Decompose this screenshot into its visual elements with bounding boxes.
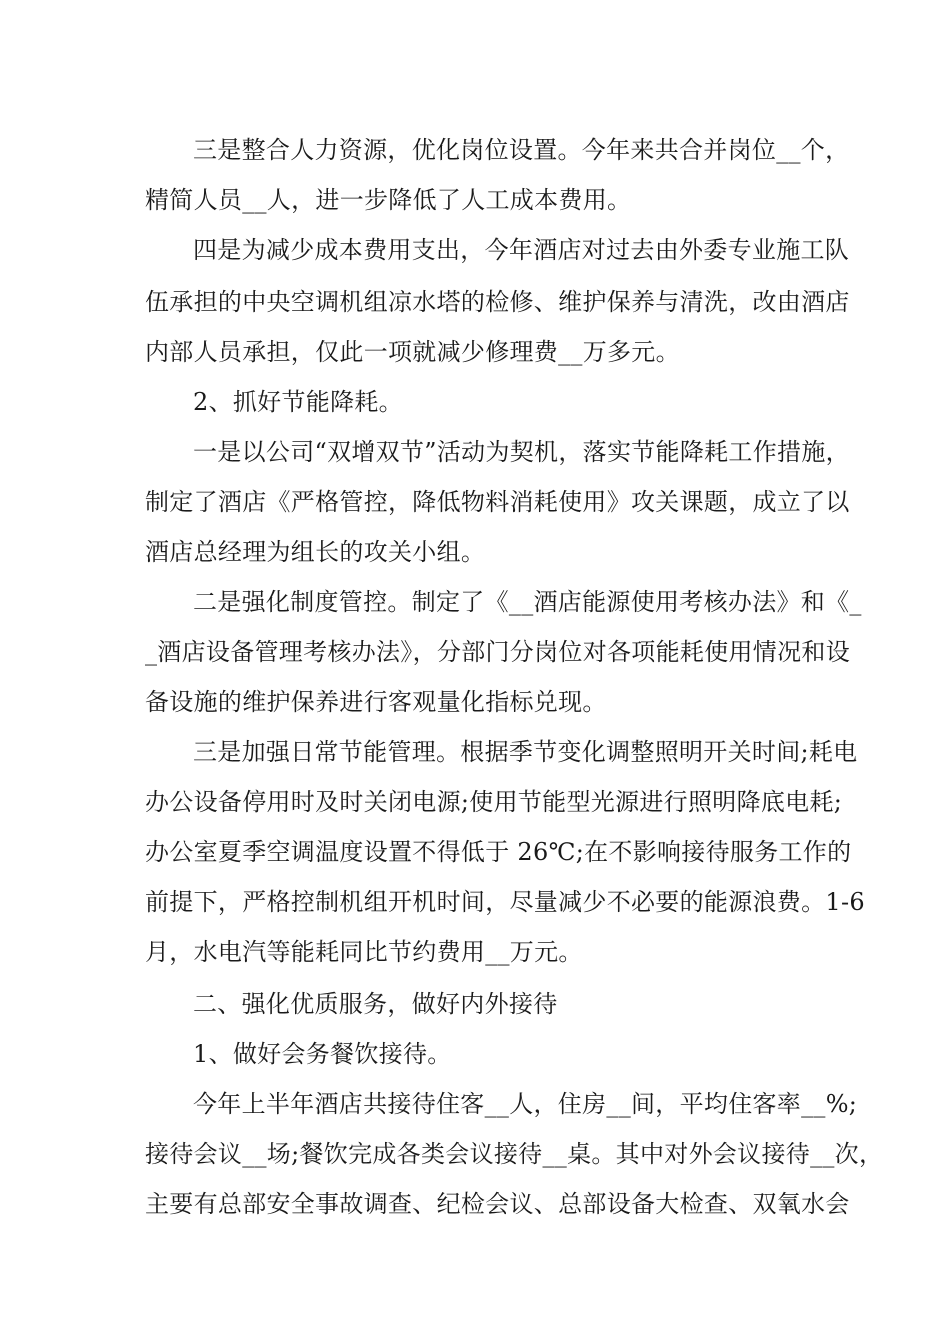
text-line: 今年上半年酒店共接待住客__人，住房__间，平均住客率__%; (193, 1090, 858, 1118)
text-line: 办公室夏季空调温度设置不得低于 26℃;在不影响接待服务工作的 (145, 838, 852, 866)
text-line: 四是为减少成本费用支出，今年酒店对过去由外委专业施工队 (193, 236, 850, 264)
text-line: 2、抓好节能降耗。 (193, 388, 403, 416)
text-line: 一是以公司“双增双节”活动为契机，落实节能降耗工作措施， (193, 438, 850, 466)
text-line: 月，水电汽等能耗同比节约费用__万元。 (145, 938, 583, 966)
text-line: 内部人员承担，仅此一项就减少修理费__万多元。 (145, 338, 680, 366)
text-line: 接待会议__场;餐饮完成各类会议接待__桌。其中对外会议接待__次， (145, 1140, 884, 1168)
text-line: 二是强化制度管控。制定了《__酒店能源使用考核办法》和《_ (193, 588, 862, 616)
text-line: 备设施的维护保养进行客观量化指标兑现。 (145, 688, 607, 716)
text-line: 酒店总经理为组长的攻关小组。 (145, 538, 486, 566)
text-line: 三是加强日常节能管理。根据季节变化调整照明开关时间;耗电 (193, 738, 858, 766)
text-line: 制定了酒店《严格管控，降低物料消耗使用》攻关课题，成立了以 (145, 488, 850, 516)
text-line: 主要有总部安全事故调查、纪检会议、总部设备大检查、双氧水会 (145, 1190, 850, 1218)
text-line: 1、做好会务餐饮接待。 (193, 1040, 452, 1068)
text-line: 办公设备停用时及时关闭电源;使用节能型光源进行照明降底电耗; (145, 788, 843, 816)
text-line: 伍承担的中央空调机组凉水塔的检修、维护保养与清洗，改由酒店 (145, 288, 850, 316)
text-line: 精简人员__人，进一步降低了人工成本费用。 (145, 186, 632, 214)
text-line: 三是整合人力资源，优化岗位设置。今年来共合并岗位__个， (193, 136, 850, 164)
text-line: 前提下，严格控制机组开机时间，尽量减少不必要的能源浪费。1-6 (145, 888, 865, 916)
text-line: _酒店设备管理考核办法》，分部门分岗位对各项能耗使用情况和设 (145, 638, 850, 666)
text-line: 二、强化优质服务，做好内外接待 (193, 990, 558, 1018)
